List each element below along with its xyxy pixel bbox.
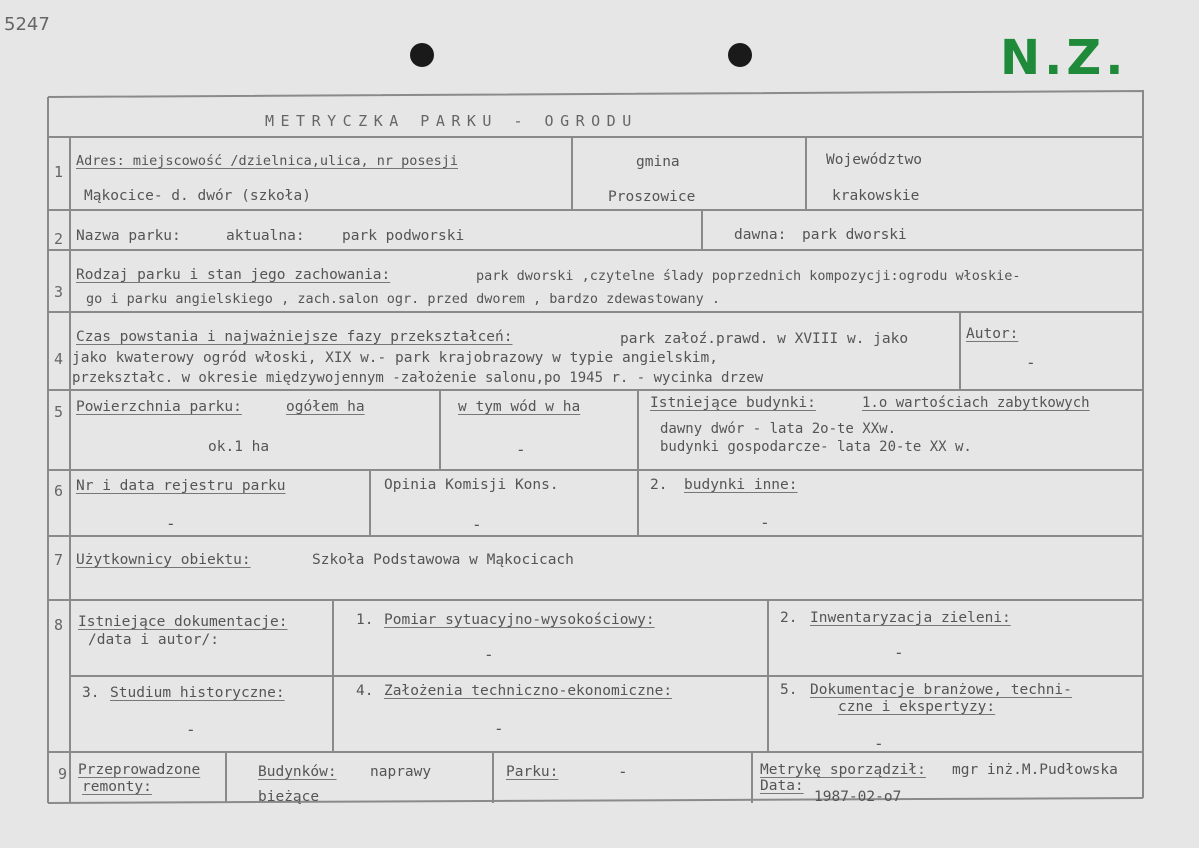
opinion-label: Opinia Komisji Kons. — [384, 477, 559, 493]
former-name-value: park dworski — [802, 227, 907, 243]
water-area-value: - — [516, 440, 526, 459]
doc-5-value: - — [874, 734, 884, 753]
doc-2-value: - — [894, 643, 904, 662]
row-number-9: 9 — [58, 765, 68, 783]
area-total-value: ok.1 ha — [208, 439, 270, 455]
date-label: Data: — [760, 778, 804, 794]
row-number-1: 1 — [54, 163, 64, 181]
address-value: Mąkocice- d. dwór (szkoła) — [84, 188, 311, 204]
users-value: Szkoła Podstawowa w Mąkocicach — [312, 552, 574, 568]
repairs-buildings-label: Budynków: — [258, 764, 337, 780]
doc-1-value: - — [484, 645, 494, 664]
row-number-2: 2 — [54, 230, 64, 248]
doc-3-value: - — [186, 720, 196, 739]
water-area-label: w tym wód w ha — [458, 399, 581, 415]
historic-buildings-line-2: budynki gospodarcze- lata 20-te XX w. — [660, 439, 972, 455]
opinion-value: - — [472, 515, 482, 534]
voivodeship-label: Województwo — [826, 152, 923, 168]
doc-2-number: 2. — [780, 610, 798, 626]
doc-2-label: Inwentaryzacja zieleni: — [810, 610, 1011, 626]
history-line-2: jako kwaterowy ogród włoski, XIX w.- park krajobrazowy w typie angielskim, — [72, 350, 719, 366]
former-name-label: dawna: — [734, 227, 787, 243]
doc-4-label: Założenia techniczno-ekonomiczne: — [384, 683, 673, 699]
doc-1-number: 1. — [356, 612, 374, 628]
users-label: Użytkownicy obiektu: — [76, 552, 251, 568]
historic-buildings-label: 1.o wartościach zabytkowych — [862, 395, 1090, 411]
doc-1-label: Pomiar sytuacyjno-wysokościowy: — [384, 612, 655, 628]
form-title: METRYCZKA PARKU - OGRODU — [265, 112, 638, 130]
park-type-label: Rodzaj parku i stan jego zachowania: — [76, 267, 391, 283]
park-name-label: Nazwa parku: — [76, 228, 181, 244]
history-line-3: przekształc. w okresie międzywojennym -założenie salonu,po 1945 r. - wycinka drzew — [72, 370, 764, 386]
doc-4-value: - — [494, 719, 504, 738]
doc-5-label-line-1: Dokumentacje branżowe, techni- — [810, 682, 1072, 698]
area-label: Powierzchnia parku: — [76, 399, 242, 415]
other-buildings-number: 2. — [650, 477, 668, 493]
doc-4-number: 4. — [356, 683, 374, 699]
row-number-8: 8 — [54, 616, 64, 634]
author-label: Autor: — [966, 326, 1019, 342]
repairs-buildings-value-line-2: bieżące — [258, 789, 320, 805]
row-number-5: 5 — [54, 403, 64, 421]
repairs-park-label: Parku: — [506, 764, 559, 780]
repairs-buildings-value-line-1: naprawy — [370, 764, 432, 780]
stamp-mark: N.Z. — [1000, 30, 1128, 86]
author-value: - — [1026, 353, 1036, 372]
park-type-line-2: go i parku angielskiego , zach.salon ogr. przed dworem , bardzo zdewastowany . — [86, 291, 720, 307]
current-name-label: aktualna: — [226, 228, 305, 244]
doc-3-number: 3. — [82, 685, 100, 701]
repairs-label-line-1: Przeprowadzone — [78, 762, 201, 778]
corner-note: 5247 — [4, 14, 50, 35]
row-number-3: 3 — [54, 283, 64, 301]
buildings-label: Istniejące budynki: — [650, 395, 816, 411]
row-number-4: 4 — [54, 350, 64, 368]
register-label: Nr i data rejestru parku — [76, 478, 286, 494]
docs-sub-label: /data i autor/: — [88, 632, 219, 648]
repairs-park-value: - — [618, 762, 628, 781]
address-label: Adres: miejscowość /dzielnica,ulica, nr posesji — [76, 153, 459, 169]
date-value: 1987-02-o7 — [814, 789, 902, 805]
historic-buildings-line-1: dawny dwór - lata 2o-te XXw. — [660, 421, 897, 437]
other-buildings-value: - — [760, 513, 770, 532]
doc-5-number: 5. — [780, 682, 798, 698]
made-by-label: Metrykę sporządził: — [760, 762, 926, 778]
repairs-label-line-2: remonty: — [82, 779, 152, 795]
history-line-1: park załoź.prawd. w XVIII w. jako — [620, 331, 909, 347]
gmina-value: Proszowice — [608, 189, 696, 205]
row-number-7: 7 — [54, 551, 64, 569]
current-name-value: park podworski — [342, 228, 465, 244]
register-value: - — [166, 514, 176, 533]
gmina-label: gmina — [636, 154, 680, 170]
area-total-label: ogółem ha — [286, 399, 365, 415]
docs-label: Istniejące dokumentacje: — [78, 614, 288, 630]
doc-3-label: Studium historyczne: — [110, 685, 285, 701]
history-label: Czas powstania i najważniejsze fazy przekształceń: — [76, 329, 513, 345]
other-buildings-label: budynki inne: — [684, 477, 798, 493]
doc-5-label-line-2: czne i ekspertyzy: — [838, 699, 996, 715]
made-by-value: mgr inż.M.Pudłowska — [952, 762, 1118, 778]
row-number-6: 6 — [54, 482, 64, 500]
park-type-line-1: park dworski ,czytelne ślady poprzednich kompozycji:ogrodu włoskie- — [476, 268, 1021, 284]
voivodeship-value: krakowskie — [832, 188, 920, 204]
